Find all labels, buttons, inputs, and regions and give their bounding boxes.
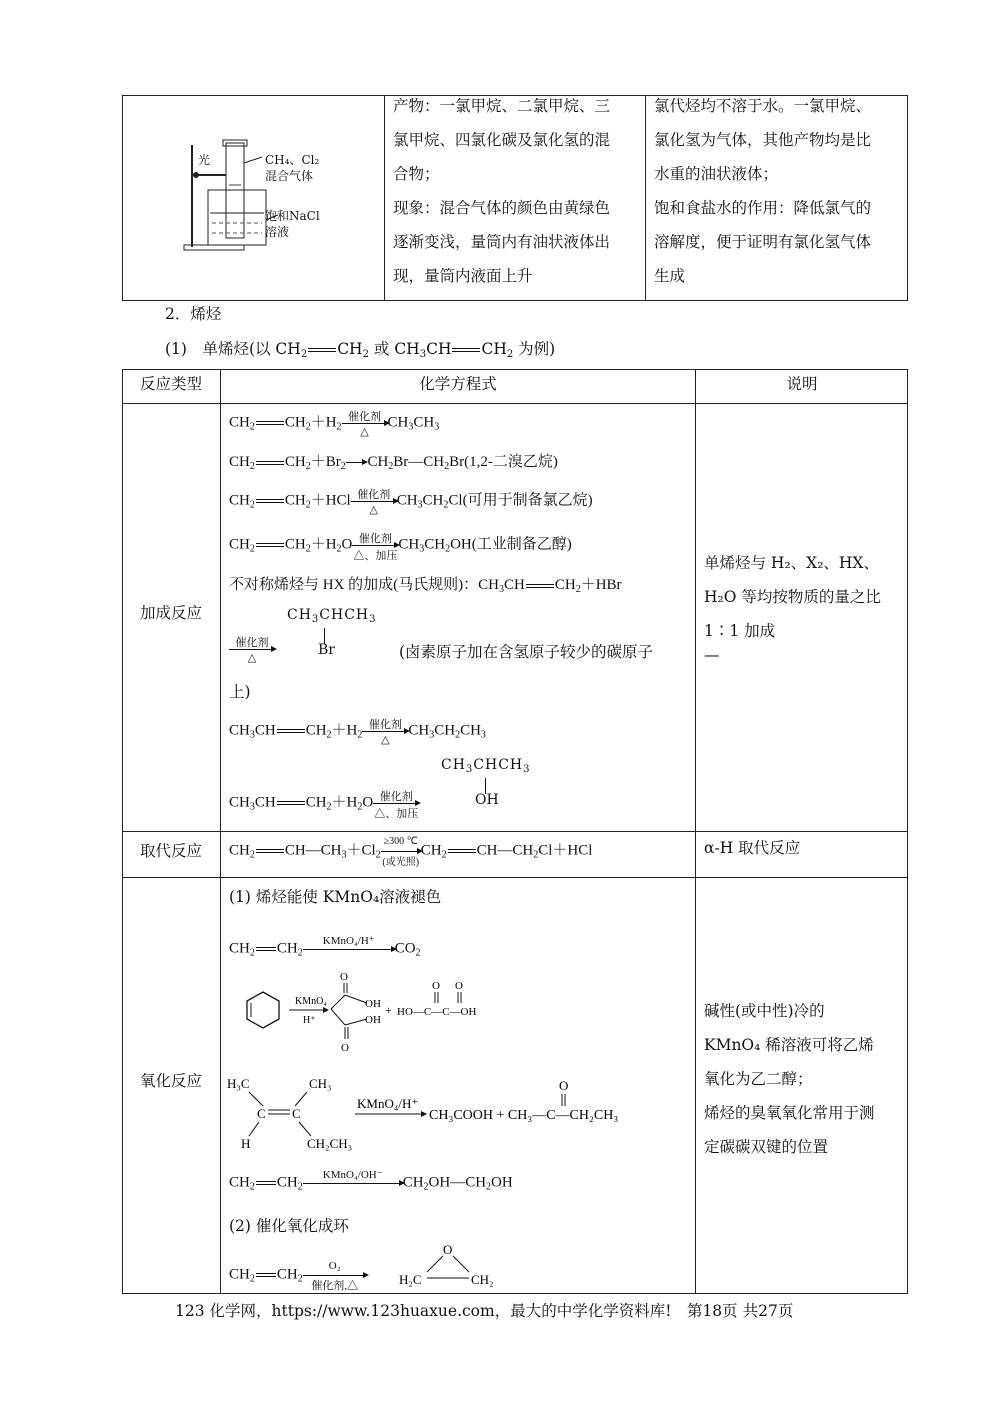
svg-text:O: O (341, 1042, 349, 1054)
svg-text:O: O (455, 980, 463, 992)
eq-bromination: $CH_2$ $CH_2+Br_2$ $CH_2Br—CH_2Br(1,2-$二溴乙烷) (229, 454, 558, 472)
eq-substitution: $CH_2$ $CH—CH_3+Cl_2$ ≥300 ℃ (或光照) $CH_2$ $CH—CH_2Cl+HCl$ (229, 836, 593, 868)
row-type-substitution: 取代反应 (139, 842, 202, 860)
eq-kmno4-base: $CH_2$ $CH_2$ KMnO₄/OH⁻ $CH_2OH—CH_2OH$ (229, 1169, 513, 1193)
apparatus-label-light: 光 (198, 153, 211, 167)
eq-hydration: $CH_2$ $CH_2+H_2O$ 催化剂 △、加压 $CH_3CH_2OH$(工业制备乙醇) (229, 533, 572, 562)
apparatus-label-gas2: 混合气体 (265, 169, 314, 183)
ethylene-oxide-structure (397, 1242, 507, 1288)
svg-text:C: C (257, 1106, 266, 1121)
reaction-table (122, 369, 908, 1294)
apparatus-label-solution: 饱和NaCl (265, 209, 320, 223)
note-oxidation: 碱性(或中性)冷的 KMnO₄ 稀溶液可将乙烯 氧化为乙二醇； 烯烃的臭氧氧化常用于测 定碳碳双键的位置 (704, 1002, 875, 1156)
isopropanol-structure: $CH_3CHCH_3$ (441, 757, 531, 775)
svg-text:H₃C: H₃C (227, 1076, 250, 1091)
svg-text:CH₂CH₃: CH₂CH₃ (307, 1136, 353, 1151)
ox-heading-1: (1) 烯烃能使 KMnO₄溶液褪色 (229, 888, 442, 906)
svg-text:+: + (385, 1003, 392, 1017)
products-cell: 产物：一氯甲烷、二氯甲烷、三 氯甲烷、四氯化碳及氯化氢的混 合物； 现象：混合气体的颜色由黄绿色 逐渐变浅，量筒内有油状液体出 现，量筒内液面上升 (393, 97, 611, 285)
svg-text:H⁺: H⁺ (303, 1015, 316, 1026)
notes-cell: 氯代烃均不溶于水。一氯甲烷、 氯化氢为气体，其他产物均是比 水重的油状液体； 饱和食盐水的作用：降低氯气的 溶解度，便于证明有氯化氢气体 生成 (654, 97, 872, 285)
header-type: 反应类型 (139, 375, 202, 393)
subheading: (1) 单烯烃(以 $CH_2$ $CH_2$ 或 $CH_3CH$ $CH_2$ 为例) (165, 340, 556, 360)
eq-propene-hydration: $CH_3CH$ $CH_2+H_2O$ 催化剂 △、加压 (229, 791, 419, 820)
note-addition: 单烯烃与 H₂、X₂、HX、 H₂O 等均按物质的量之比 1∶1 加成 — (704, 554, 881, 664)
equation-cell: $CH_2$ $CH_2+H_2$ 催化剂 △ $CH_3CH_3$ $CH_2$ $CH_2+Br_2$ $CH_2Br—CH_2Br(1,2-$二溴乙烷) $CH_2$ $CH_2+HCl$ 催化剂 △ $CH_3CH_2Cl$(可用于制备氯乙烷) $CH_2$ $CH_2+H_2O$ 催化剂 △、加压 $CH_3CH_2OH$(工业制备乙醇) 不对称烯烃与 HX 的加成(马氏规则)：$CH_3CH$ $CH_2+HBr$ $CH_3CHCH_3$ Br 催化剂 △ (卤素原子加在含氢原子较少的碳原子 上) $CH_3CH$ $CH_2+H_2$ 催化剂 △ $CH_3CH_2CH_3$ $CH_3CHCH_3$ OH $CH_3CH$ $CH_2+H_2O$ 催化剂 △、加压 $CH_2$ $CH—CH_3+Cl_2$ ≥300 ℃ (或光照) $CH_2$ $CH—CH_2Cl+HCl$ (1) 烯烃能使 KMnO₄溶液褪色 $CH_2$ $CH_2$ KMnO₄/H⁺ $CO_2$ KMnO₄ H⁺ O OH OH O + HO—C—C—OH O O H₃C CH₃ C C H CH₂CH₃ KMnO₄/H⁺ CH₃COOH + CH₃—C—CH₂CH₃ O $CH_2$ $CH_2$ KMnO₄/OH⁻ $CH_2OH—CH_2OH$ (2) 催化氧化成环 $CH_2$ $CH_2$ O₂ 催化剂,△ O H₂C CH₂ (221, 404, 695, 1292)
svg-text:KMnO₄/H⁺: KMnO₄/H⁺ (357, 1096, 419, 1111)
svg-text:O: O (340, 971, 348, 983)
svg-text:OH: OH (365, 998, 381, 1010)
row-type-oxidation: 氧化反应 (139, 1072, 202, 1090)
cyclohexene-oxidation (227, 971, 527, 1081)
svg-text:CH₃: CH₃ (309, 1076, 332, 1091)
alkene-ozonolysis (225, 1074, 665, 1154)
ox-heading-2: (2) 催化氧化成环 (229, 1217, 349, 1235)
eq-epoxidation: $CH_2$ $CH_2$ O₂ 催化剂,△ (229, 1262, 367, 1288)
halogen-note-2: 上) (229, 683, 251, 701)
row-type-addition: 加成反应 (139, 604, 202, 622)
svg-text:H: H (241, 1136, 251, 1151)
note-substitution: α-H 取代反应 (704, 839, 801, 857)
eq-hydrogenation: $CH_2$ $CH_2+H_2$ 催化剂 △ $CH_3CH_3$ (229, 411, 440, 438)
eq-hcl: $CH_2$ $CH_2+HCl$ 催化剂 △ $CH_3CH_2Cl$(可用于制备氯乙烷) (229, 489, 593, 516)
svg-text:KMnO₄: KMnO₄ (295, 996, 327, 1007)
eq-kmno4-acid: $CH_2$ $CH_2$ KMnO₄/H⁺ $CO_2$ (229, 935, 421, 959)
header-equation: 化学方程式 (419, 375, 497, 393)
svg-text:O: O (432, 980, 440, 992)
top-table (122, 95, 908, 301)
svg-text:C: C (292, 1106, 301, 1121)
svg-text:HO—C—C—OH: HO—C—C—OH (397, 1006, 477, 1018)
header-note: 说明 (786, 375, 818, 393)
apparatus-label-solution2: 溶液 (265, 225, 290, 239)
apparatus-label-gas: CH₄、Cl₂ (265, 153, 320, 167)
section-heading: 2．烯烃 (165, 305, 222, 323)
svg-text:CH₃COOH + CH₃—C—CH₂CH₃: CH₃COOH + CH₃—C—CH₂CH₃ (429, 1108, 619, 1123)
bromopropane-structure: $CH_3CHCH_3$ (287, 607, 377, 625)
svg-text:O: O (559, 1078, 569, 1093)
svg-text:OH: OH (365, 1014, 381, 1026)
svg-text:O: O (443, 1242, 453, 1257)
eq-markovnikov: 不对称烯烃与 HX 的加成(马氏规则)：$CH_3CH$ $CH_2+HBr$ (229, 577, 622, 595)
svg-text:H₂C: H₂C (399, 1272, 422, 1287)
halogen-note: (卤素原子加在含氢原子较少的碳原子 (399, 643, 654, 661)
page-footer: 123 化学网，https://www.123huaxue.com，最大的中学化学资料库! 第18页 共27页 (175, 1302, 794, 1320)
svg-text:CH₂: CH₂ (471, 1272, 494, 1287)
eq-propene-hydrogenation: $CH_3CH$ $CH_2+H_2$ 催化剂 △ $CH_3CH_2CH_3$ (229, 719, 486, 746)
